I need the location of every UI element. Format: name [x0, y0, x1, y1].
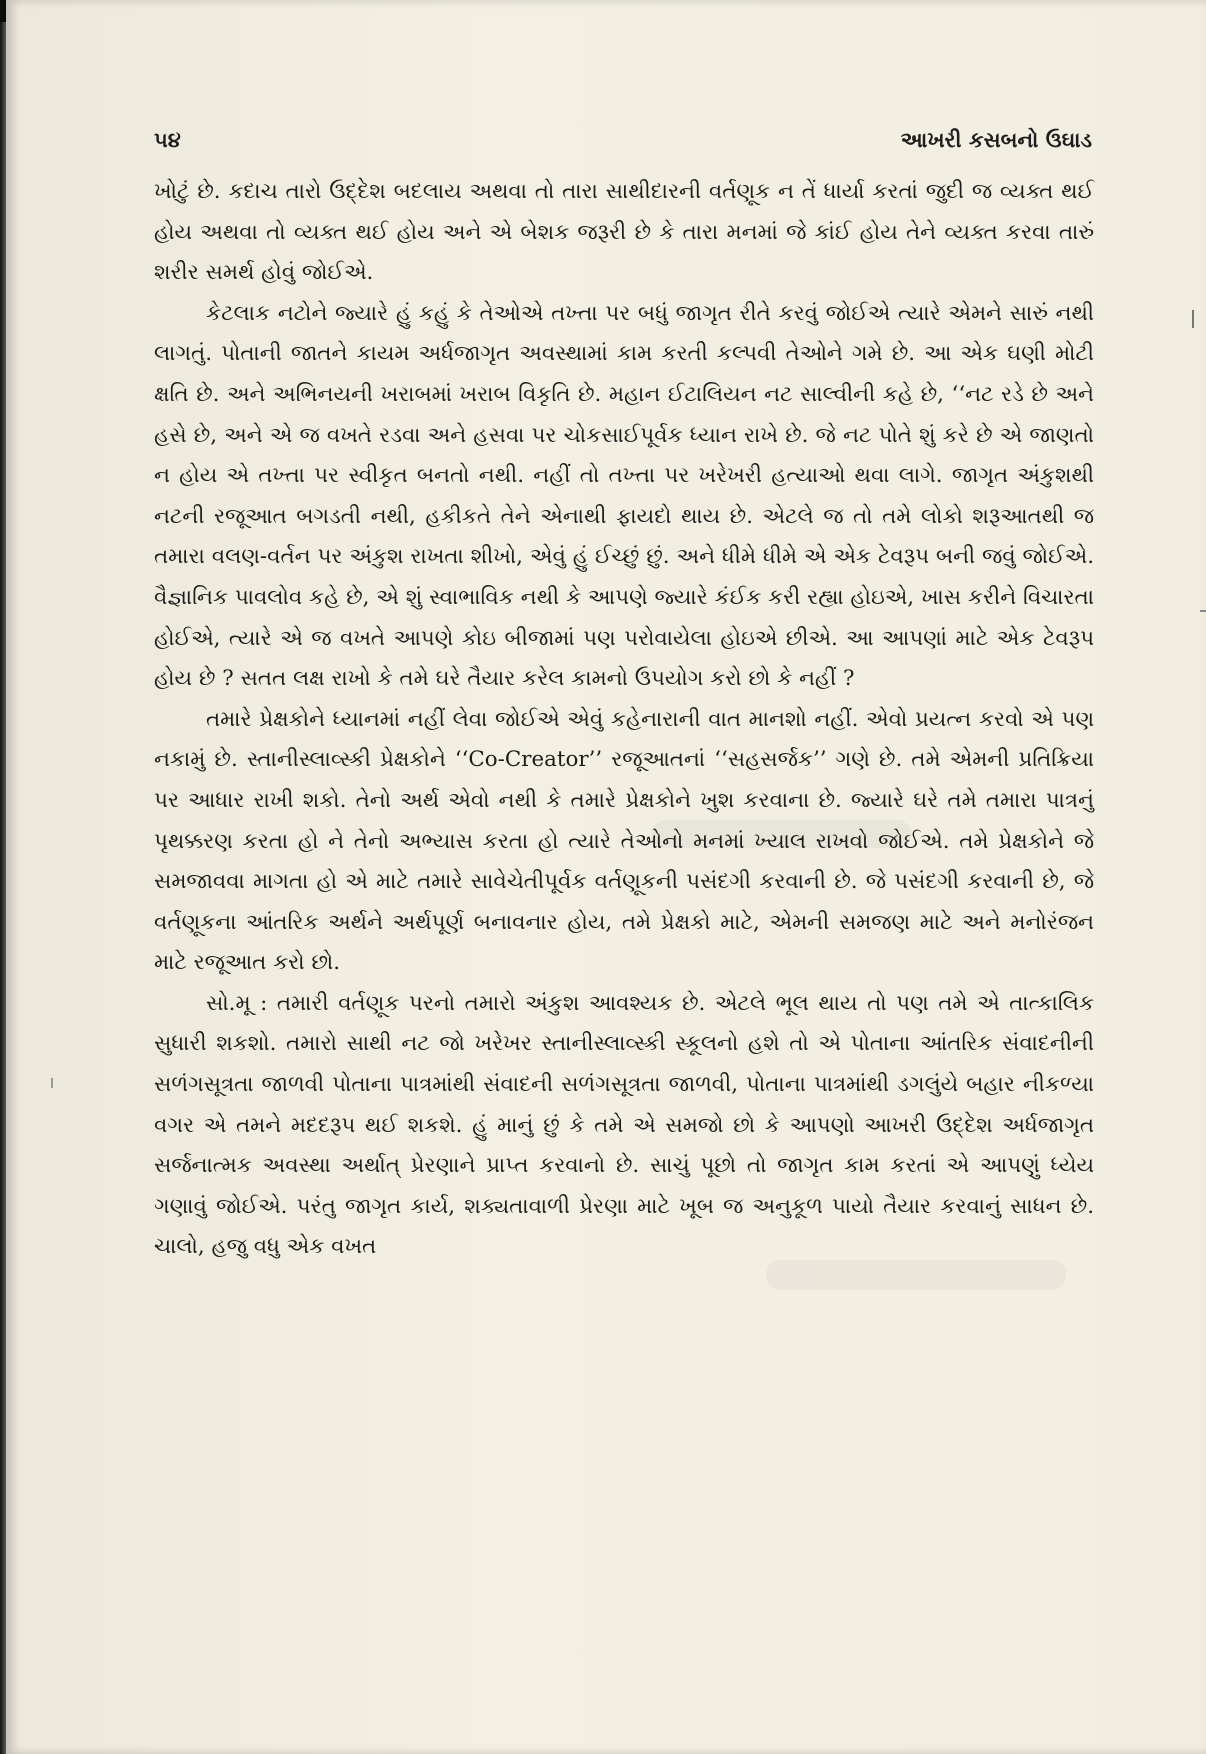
book-page: [6, 0, 1206, 1754]
paragraph: કેટલાક નટોને જ્યારે હું કહું કે તેઓએ તખ્તા પર બધું જાગૃત રીતે કરવું જોઈએ ત્યારે એમને સારું નથી લાગતું. પોતાની જાતને કાયમ અર્ધજાગૃત અવસ્થામાં કામ કરતી કલ્પવી તેઓને ગમે છે. આ એક ઘણી મોટી ક્ષતિ છે. અને અભિનયની ખરાબમાં ખરાબ વિકૃતિ છે. મહાન ઈટાલિયન નટ સાલ્વીની કહે છે, ‘‘નટ રડે છે અને હસે છે, અને એ જ વખતે રડવા અને હસવા પર ચોકસાઈપૂર્વક ધ્યાન રાખે છે. જે નટ પોતે શું કરે છે એ જાણતો ન હોય એ તખ્તા પર સ્વીકૃત બનતો નથી. નહીં તો તખ્તા પર ખરેખરી હત્યાઓ થવા લાગે. જાગૃત અંકુશથી નટની રજૂઆત બગડતી નથી, હકીકતે તેને એનાથી ફાયદો થાય છે. એટલે જ તો તમે લોકો શરૂઆતથી જ તમારા વલણ-વર્તન પર અંકુશ રાખતા શીખો, એવું હું ઈચ્છું છું. અને ધીમે ધીમે એ એક ટેવરૂપ બની જવું જોઈએ. વૈજ્ઞાનિક પાવલોવ કહે છે, એ શું સ્વાભાવિક નથી કે આપણે જ્યારે કંઈક કરી રહ્યા હોઇએ, ખાસ કરીને વિચારતા હોઈએ, ત્યારે એ જ વખતે આપણે કોઇ બીજામાં પણ પરોવાયેલા હોઇએ છીએ. આ આપણાં માટે એક ટેવરૂપ હોય છે ? સતત લક્ષ રાખો કે તમે ઘરે તૈયાર કરેલ કામનો ઉપયોગ કરો છો કે નહીં ?: [154, 300, 1094, 692]
body-text: [154, 172, 1094, 1268]
page-header: [154, 128, 1092, 168]
paragraph: તમારે પ્રેક્ષકોને ધ્યાનમાં નહીં લેવા જોઈએ એવું કહેનારાની વાત માનશો નહીં. એવો પ્રયત્ન કરવો એ પણ નકામું છે. સ્તાનીસ્લાવ્સ્કી પ્રેક્ષકોને ‘‘Co-Creator’’ રજૂઆતનાં ‘‘સહસર્જક’’ ગણે છે. તમે એમની પ્રતિક્રિયા પર આધાર રાખી શકો. તેનો અર્થ એવો નથી કે તમારે પ્રેક્ષકોને ખુશ કરવાના છે. જ્યારે ઘરે તમે તમારા પાત્રનું પૃથક્કરણ કરતા હો ને તેનો અભ્યાસ કરતા હો ત્યારે તેઓનો મનમાં ખ્યાલ રાખવો જોઈએ. તમે પ્રેક્ષકોને જે સમજાવવા માગતા હો એ માટે તમારે સાવેચેતીપૂર્વક વર્તણૂકની પસંદગી કરવાની છે. જે પસંદગી કરવાની છે, જે વર્તણૂકના આંતરિક અર્થને અર્થપૂર્ણ બનાવનાર હોય, તમે પ્રેક્ષકો માટે, એમની સમજણ માટે અને મનોરંજન માટે રજૂઆત કરો છો.: [154, 706, 1094, 976]
running-title: આખરી કસબનો ઉઘાડ: [900, 128, 1092, 152]
dust-speck: [51, 1078, 53, 1088]
page-edge-mark: [1200, 610, 1206, 612]
paragraph: સો.મૂ : તમારી વર્તણૂક પરનો તમારો અંકુશ આવશ્યક છે. એટલે ભૂલ થાય તો પણ તમે એ તાત્કાલિક સુધારી શકશો. તમારો સાથી નટ જો ખરેખર સ્તાનીસ્લાવ્સ્કી સ્કૂલનો હશે તો એ પોતાના આંતરિક સંવાદનીની સળંગસૂત્રતા જાળવી પોતાના પાત્રમાંથી સંવાદની સળંગસૂત્રતા જાળવી, પોતાના પાત્રમાંથી ડગલુંયે બહાર નીકળ્યા વગર એ તમને મદદરૂપ થઈ શકશે. હું માનું છું કે તમે એ સમજો છો કે આપણો આખરી ઉદ્દેશ અર્ધજાગૃત સર્જનાત્મક અવસ્થા અર્થાત્ પ્રેરણાને પ્રાપ્ત કરવાનો છે. સાચું પૂછો તો જાગૃત કામ કરતાં એ આપણું ધ્યેય ગણાવું જોઈએ. પરંતુ જાગૃત કાર્ય, શક્યતાવાળી પ્રેરણા માટે ખૂબ જ અનુકૂળ પાયો તૈયાર કરવાનું સાધન છે. ચાલો, હજુ વધુ એક વખત: [154, 990, 1094, 1260]
paragraph: ખોટું છે. કદાચ તારો ઉદ્દેશ બદલાય અથવા તો તારા સાથીદારની વર્તણૂક ન તેં ધાર્યા કરતાં જુદી જ વ્યક્ત થઈ હોય અથવા તો વ્યક્ત થઈ હોય અને એ બેશક જરૂરી છે કે તારા મનમાં જે કાંઈ હોય તેને વ્યક્ત કરવા તારું શરીર સમર્થ હોવું જોઈએ.: [154, 179, 1094, 286]
page-number: ૫૪: [154, 128, 181, 152]
page-edge-mark: [1192, 310, 1194, 328]
